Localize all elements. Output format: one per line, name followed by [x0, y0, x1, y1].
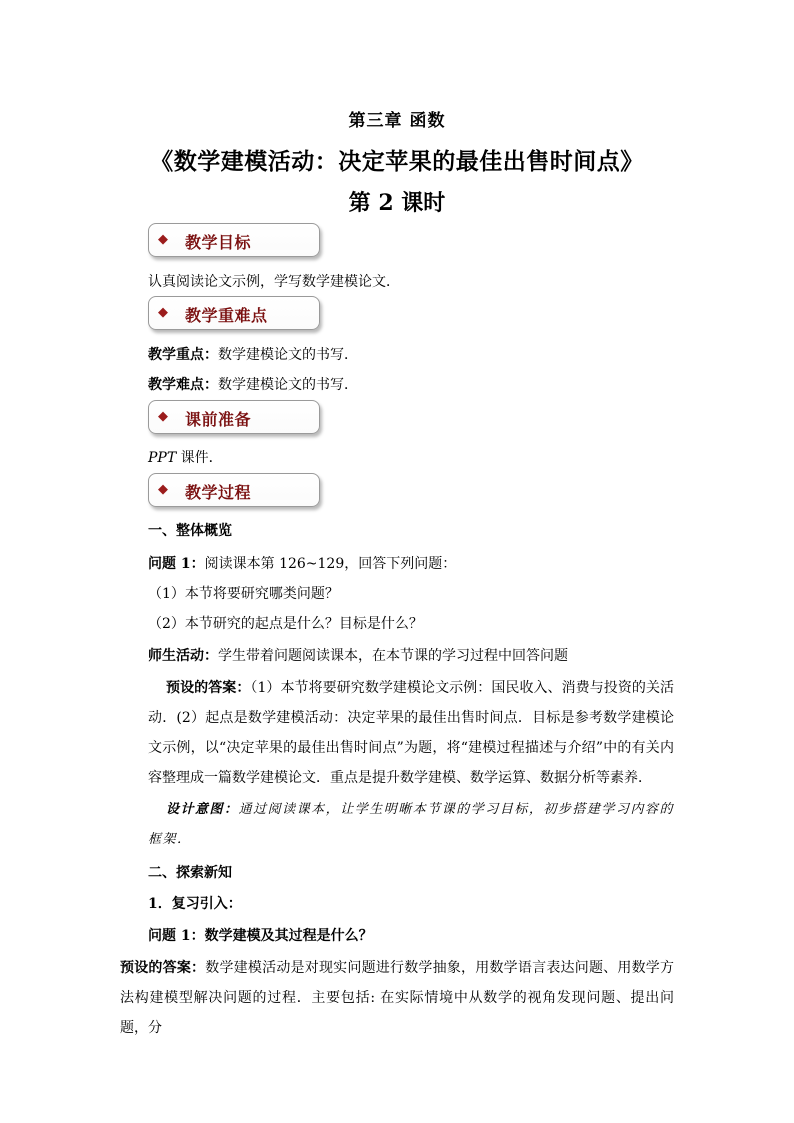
section-process-label: 教学过程: [185, 483, 252, 502]
section-process-box: [148, 473, 320, 507]
explore-item-1: 1．复习引入：: [148, 896, 242, 912]
prep-text: [148, 447, 223, 467]
key-point-label: 教学重点：: [148, 347, 218, 363]
question-label: 问题 1：: [148, 556, 205, 572]
activity-line: 师生活动：学生带着问题阅读课本，在本节课的学习过程中回答问题: [148, 648, 568, 664]
explore-heading: 二、探索新知: [148, 865, 232, 881]
diamond-icon: ◆: [158, 232, 168, 247]
design-intent: 设计意图：通过阅读课本，让学生明晰本节课的学习目标，初步搭建学习内容的框架．: [148, 802, 674, 847]
lesson-period: 第 2 课时: [348, 190, 446, 216]
prep-rest: 课件．: [176, 450, 223, 466]
difficulty-text: 数学建模论文的书写．: [218, 377, 358, 393]
prep-ppt: PPT: [148, 450, 177, 466]
lesson-title: 《数学建模活动：决定苹果的最佳出售时间点》: [150, 148, 644, 175]
overview-sub-2: （2）本节研究的起点是什么？目标是什么？: [148, 616, 423, 632]
overview-question-1: 问题 1：阅读课本第 126~129，回答下列问题：: [148, 556, 457, 572]
diamond-icon: ◆: [158, 482, 168, 497]
section-prep-label: 课前准备: [185, 410, 252, 429]
section-key-points-box: [148, 296, 320, 330]
difficulty-label: 教学难点：: [148, 377, 218, 393]
section-key-points-label: 教学重难点: [185, 306, 268, 325]
explore-answer-label: 预设的答案：: [120, 960, 206, 976]
difficulty-line: [148, 374, 358, 394]
design-label: 设计意图：: [166, 802, 239, 817]
diamond-icon: ◆: [158, 409, 168, 424]
explore-answer: 预设的答案：数学建模活动是对现实问题进行数学抽象，用数学语言表达问题、用数学方法构建模型解决问题的过程．主要包括: 在实际情境中从数学的视角发现问题、提出问题，分: [120, 960, 675, 1036]
activity-label: 师生活动：: [148, 648, 218, 664]
key-point-text: 数学建模论文的书写．: [218, 347, 358, 363]
explore-question-1: 问题 1：数学建模及其过程是什么？: [148, 928, 373, 944]
answer-label: 预设的答案：: [166, 680, 251, 696]
overview-sub-1: （1）本节将要研究哪类问题？: [148, 586, 339, 602]
overview-heading: 一、整体概览: [148, 523, 232, 539]
key-point-line: [148, 344, 358, 364]
overview-answer: 预设的答案：（1）本节将要研究数学建模论文示例：国民收入、消费与投资的关活动．(2）起点是数学建模活动：决定苹果的最佳出售时间点．目标是参考数学建模论文示例，以“决定苹果的最佳出售时间点”为题，将“建模过程描述与介绍”中的有关内容整理成一篇数学建模论文．重点是提升数学建模、数学运算、数据分析等素养．: [148, 680, 675, 786]
chapter-heading: 第三章 函数: [348, 111, 446, 131]
section-prep-box: [148, 400, 320, 434]
diamond-icon: ◆: [158, 305, 168, 320]
section-goals-label: 教学目标: [185, 233, 252, 252]
section-goals-box: [148, 223, 320, 257]
goals-text: 认真阅读论文示例，学写数学建模论文．: [148, 274, 400, 290]
